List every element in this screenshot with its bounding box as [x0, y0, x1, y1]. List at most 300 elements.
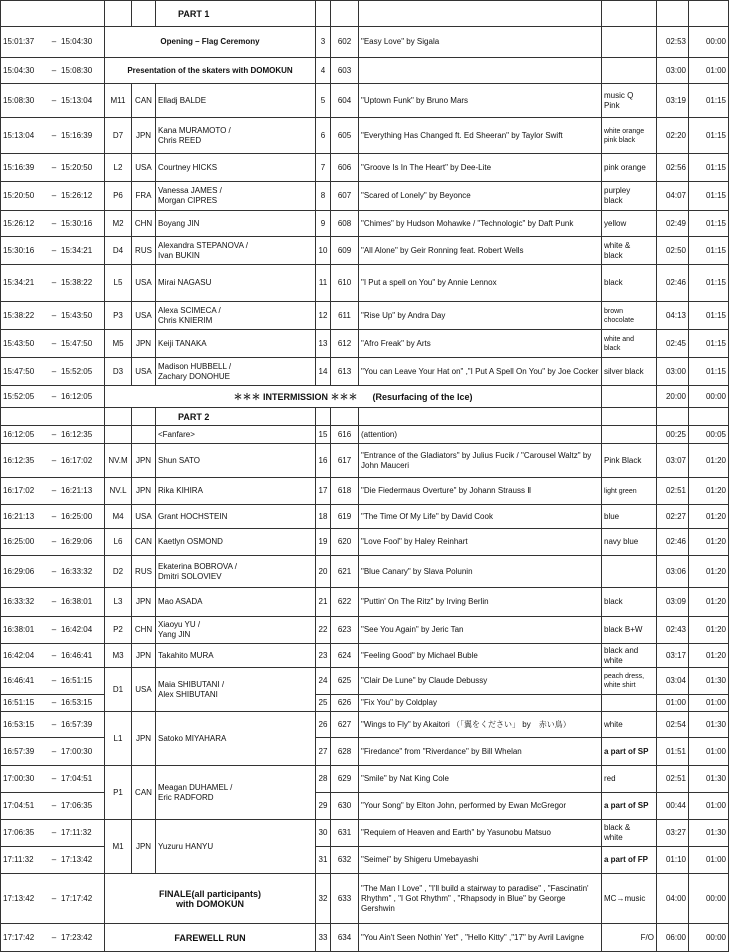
- empty-cell: [602, 1, 657, 27]
- nation-code: JPN: [132, 644, 156, 668]
- order-number: 24: [316, 668, 331, 695]
- dash: –: [51, 310, 57, 320]
- nation-code: CAN: [132, 766, 156, 820]
- dash: –: [51, 191, 57, 200]
- skater-code: P1: [105, 766, 132, 820]
- skater-code: L5: [105, 265, 132, 302]
- table-row: [1, 766, 729, 793]
- dash: –: [51, 698, 57, 707]
- order-number: 31: [316, 847, 331, 874]
- gap-time: 01:15: [689, 118, 729, 154]
- music-title: "Groove Is In The Heart" by Dee-Lite: [359, 154, 602, 182]
- costume-note: a part of SP: [602, 793, 657, 820]
- duration: 01:51: [657, 738, 689, 766]
- music-title: "Firedance" from "Riverdance" by Bill Whelan: [359, 738, 602, 766]
- skater-name: Grant HOCHSTEIN: [156, 505, 316, 529]
- table-row: [1, 924, 729, 952]
- farewell-label: FAREWELL RUN: [105, 924, 316, 952]
- costume-note: Pink Black: [602, 444, 657, 478]
- end-time: 17:11:32: [61, 828, 92, 837]
- time-range-cell: [1, 505, 105, 529]
- skater-name: Xiaoyu YU / Yang JIN: [156, 617, 316, 644]
- music-title: "Wings to Fly" by Akaitori （「翼をください」 by 赤い鳥）: [359, 712, 602, 738]
- order-number: 33: [316, 924, 331, 952]
- dash: –: [51, 676, 57, 685]
- nation-code: USA: [132, 505, 156, 529]
- dash: –: [51, 932, 57, 942]
- start-time: 16:25:00: [3, 537, 35, 546]
- order-number: 7: [316, 154, 331, 182]
- start-time: 15:01:37: [3, 37, 35, 46]
- end-time: 16:29:06: [61, 537, 93, 546]
- skater-name: Kana MURAMOTO / Chris REED: [156, 118, 316, 154]
- dash: –: [51, 650, 57, 660]
- start-time: 15:30:16: [3, 245, 35, 255]
- start-time: 16:12:35: [3, 455, 35, 465]
- music-title: "Afro Freak" by Arts: [359, 330, 602, 358]
- costume-note: [602, 426, 657, 444]
- order-number: 28: [316, 766, 331, 793]
- dash: –: [51, 338, 57, 348]
- skater-code: NV.L: [105, 478, 132, 505]
- duration: 02:51: [657, 478, 689, 505]
- skater-code: L1: [105, 712, 132, 766]
- skater-code: L6: [105, 529, 132, 556]
- costume-note: black: [602, 588, 657, 617]
- dash: –: [51, 429, 57, 439]
- order-number: 14: [316, 358, 331, 386]
- track-number: 613: [331, 358, 359, 386]
- start-time: 15:26:12: [3, 218, 35, 228]
- end-time: 16:42:04: [61, 625, 93, 634]
- music-title: "Fix You" by Coldplay: [359, 695, 602, 712]
- gap-time: 01:30: [689, 820, 729, 847]
- event-label: Presentation of the skaters with DOMOKUN: [105, 58, 316, 84]
- gap-time: 00:05: [689, 426, 729, 444]
- time-range-cell: [1, 182, 105, 211]
- start-time: 16:33:32: [3, 597, 35, 606]
- music-title: "All Alone" by Geir Ronning feat. Robert Wells: [359, 237, 602, 265]
- duration: 00:25: [657, 426, 689, 444]
- duration: 02:51: [657, 766, 689, 793]
- skater-name: Yuzuru HANYU: [156, 820, 316, 874]
- track-number: 622: [331, 588, 359, 617]
- track-number: 621: [331, 556, 359, 588]
- start-time: 17:17:42: [3, 932, 35, 942]
- end-time: 16:21:13: [61, 486, 93, 495]
- start-time: 17:06:35: [3, 828, 35, 837]
- duration: 03:09: [657, 588, 689, 617]
- skater-name: Rika KIHIRA: [156, 478, 316, 505]
- duration: 02:20: [657, 118, 689, 154]
- music-title: "I Put a spell on You" by Annie Lennox: [359, 265, 602, 302]
- order-number: 3: [316, 27, 331, 58]
- costume-note: pink orange: [602, 154, 657, 182]
- costume-note: white & black: [602, 237, 657, 265]
- skater-name: Maia SHIBUTANI / Alex SHIBUTANI: [156, 668, 316, 712]
- music-title: "Entrance of the Gladiators" by Julius Fucik / "Carousel Waltz" by John Mauceri: [359, 444, 602, 478]
- skater-name: Courtney HICKS: [156, 154, 316, 182]
- duration: 20:00: [657, 386, 689, 408]
- empty-cell: [689, 1, 729, 27]
- skater-code: M1: [105, 820, 132, 874]
- duration: 03:06: [657, 556, 689, 588]
- gap-time: 01:20: [689, 529, 729, 556]
- end-time: 15:13:04: [61, 95, 93, 105]
- start-time: 17:00:30: [3, 774, 35, 783]
- track-number: 634: [331, 924, 359, 952]
- table-row: [1, 330, 729, 358]
- start-time: 15:04:30: [3, 65, 35, 75]
- gap-time: 01:00: [689, 695, 729, 712]
- dash: –: [51, 218, 57, 228]
- skater-name: Shun SATO: [156, 444, 316, 478]
- skater-code: P2: [105, 617, 132, 644]
- start-time: 15:38:22: [3, 310, 35, 320]
- track-number: 617: [331, 444, 359, 478]
- order-number: 8: [316, 182, 331, 211]
- music-title: "Everything Has Changed ft. Ed Sheeran" by Taylor Swift: [359, 118, 602, 154]
- empty-cell: [359, 408, 602, 426]
- track-number: 627: [331, 712, 359, 738]
- end-time: 16:51:15: [61, 676, 93, 685]
- time-range-cell: [1, 237, 105, 265]
- start-time: 15:47:50: [3, 366, 35, 376]
- end-time: 15:30:16: [61, 218, 93, 228]
- gap-time: 01:20: [689, 478, 729, 505]
- nation-code: CAN: [132, 84, 156, 118]
- music-title: "Smile" by Nat King Cole: [359, 766, 602, 793]
- skater-code: D2: [105, 556, 132, 588]
- table-row: [1, 426, 729, 444]
- gap-time: 01:00: [689, 738, 729, 766]
- costume-note: brown chocolate: [602, 302, 657, 330]
- music-title: "Puttin' On The Ritz" by Irving Berlin: [359, 588, 602, 617]
- gap-time: 01:15: [689, 237, 729, 265]
- duration: 03:04: [657, 668, 689, 695]
- start-time: 16:21:13: [3, 511, 35, 521]
- music-title: "Seimei" by Shigeru Umebayashi: [359, 847, 602, 874]
- start-time: 15:34:21: [3, 278, 35, 287]
- music-title: "You can Leave Your Hat on" ,"I Put A Spell On You" by Joe Cocker: [359, 358, 602, 386]
- dash: –: [51, 828, 57, 837]
- start-time: 16:38:01: [3, 625, 35, 634]
- dash: –: [51, 801, 57, 810]
- table-row: [1, 588, 729, 617]
- nation-code: USA: [132, 358, 156, 386]
- table-row: [1, 182, 729, 211]
- skater-name: Alexandra STEPANOVA / Ivan BUKIN: [156, 237, 316, 265]
- order-number: 23: [316, 644, 331, 668]
- time-range-cell: [1, 358, 105, 386]
- duration: 01:10: [657, 847, 689, 874]
- skater-name: Mirai NAGASU: [156, 265, 316, 302]
- dash: –: [51, 455, 57, 465]
- track-number: 611: [331, 302, 359, 330]
- skater-code: NV.M: [105, 444, 132, 478]
- nation-code: CHN: [132, 617, 156, 644]
- order-number: 4: [316, 58, 331, 84]
- table-row: [1, 556, 729, 588]
- music-title: [359, 58, 602, 84]
- dash: –: [51, 278, 57, 287]
- costume-note: peach dress, white shirt: [602, 668, 657, 695]
- duration: 02:46: [657, 529, 689, 556]
- table-row: [1, 529, 729, 556]
- empty-cell: [331, 1, 359, 27]
- gap-time: 01:15: [689, 302, 729, 330]
- table-row: [1, 505, 729, 529]
- costume-note: [602, 58, 657, 84]
- part-title: PART 2: [156, 408, 316, 426]
- costume-note: yellow: [602, 211, 657, 237]
- skater-name: Elladj BALDE: [156, 84, 316, 118]
- track-number: 607: [331, 182, 359, 211]
- skater-name: Ekaterina BOBROVA / Dmitri SOLOVIEV: [156, 556, 316, 588]
- track-number: 628: [331, 738, 359, 766]
- nation-code: JPN: [132, 330, 156, 358]
- skater-name: Vanessa JAMES / Morgan CIPRES: [156, 182, 316, 211]
- table-row: [1, 211, 729, 237]
- table-row: [1, 712, 729, 738]
- end-time: 17:13:42: [61, 855, 93, 864]
- end-time: 15:43:50: [61, 310, 93, 320]
- start-time: 15:13:04: [3, 130, 35, 140]
- time-range-cell: [1, 668, 105, 695]
- empty-cell: [657, 408, 689, 426]
- end-time: 17:00:30: [61, 746, 93, 756]
- costume-note: F/O: [602, 924, 657, 952]
- nation-code: JPN: [132, 118, 156, 154]
- time-range-cell: [1, 118, 105, 154]
- gap-time: 00:00: [689, 874, 729, 924]
- costume-note: black & white: [602, 820, 657, 847]
- skater-code: M3: [105, 644, 132, 668]
- track-number: 608: [331, 211, 359, 237]
- time-range-cell: [1, 58, 105, 84]
- duration: 02:49: [657, 211, 689, 237]
- track-number: 604: [331, 84, 359, 118]
- gap-time: 00:00: [689, 924, 729, 952]
- costume-note: silver black: [602, 358, 657, 386]
- duration: 02:56: [657, 154, 689, 182]
- end-time: 16:12:05: [61, 391, 93, 401]
- skater-name: Boyang JIN: [156, 211, 316, 237]
- time-range-cell: [1, 265, 105, 302]
- dash: –: [51, 746, 57, 756]
- gap-time: 01:20: [689, 588, 729, 617]
- finale-label: FINALE(all participants) with DOMOKUN: [105, 874, 316, 924]
- start-time: 16:46:41: [3, 676, 35, 685]
- end-time: 16:25:00: [61, 511, 93, 521]
- end-time: 16:53:15: [61, 698, 93, 707]
- nation-code: RUS: [132, 556, 156, 588]
- end-time: 15:52:05: [61, 366, 93, 376]
- track-number: 630: [331, 793, 359, 820]
- dash: –: [51, 893, 57, 903]
- skater-code: M11: [105, 84, 132, 118]
- order-number: 17: [316, 478, 331, 505]
- order-number: 21: [316, 588, 331, 617]
- skater-name: Keiji TANAKA: [156, 330, 316, 358]
- gap-time: 01:20: [689, 617, 729, 644]
- track-number: 623: [331, 617, 359, 644]
- intermission-banner: [105, 386, 602, 408]
- intermission-label: ＊＊＊ INTERMISSION ＊＊＊: [233, 391, 358, 402]
- music-title: "See You Again" by Jeric Tan: [359, 617, 602, 644]
- start-time: 16:53:15: [3, 719, 35, 729]
- nation-code: CAN: [132, 529, 156, 556]
- track-number: 631: [331, 820, 359, 847]
- duration: 04:07: [657, 182, 689, 211]
- dash: –: [51, 625, 57, 634]
- end-time: 17:23:42: [61, 932, 93, 942]
- gap-time: 01:00: [689, 58, 729, 84]
- time-range-cell: [1, 154, 105, 182]
- table-row: [1, 84, 729, 118]
- end-time: 17:17:42: [61, 893, 93, 903]
- costume-note: black: [602, 265, 657, 302]
- costume-note: red: [602, 766, 657, 793]
- end-time: 16:38:01: [61, 597, 93, 606]
- start-time: 16:17:02: [3, 486, 35, 495]
- order-number: 9: [316, 211, 331, 237]
- start-time: 17:04:51: [3, 801, 35, 810]
- music-title: "The Man I Love" , "I'll build a stairway to paradise" , "Fascinatin' Rhythm" , "I Got Rhythm" , "Rhapsody in Blue" by George Gershwin: [359, 874, 602, 924]
- table-row: [1, 265, 729, 302]
- nation-code: USA: [132, 265, 156, 302]
- time-range-cell: [1, 211, 105, 237]
- event-label: Opening – Flag Ceremony: [105, 27, 316, 58]
- nation-code: FRA: [132, 182, 156, 211]
- track-number: 625: [331, 668, 359, 695]
- costume-note: black B+W: [602, 617, 657, 644]
- gap-time: 01:15: [689, 154, 729, 182]
- duration: 01:00: [657, 695, 689, 712]
- table-row: [1, 820, 729, 847]
- gap-time: 01:15: [689, 211, 729, 237]
- start-time: 16:57:39: [3, 746, 35, 756]
- table-row: [1, 154, 729, 182]
- gap-time: 01:20: [689, 505, 729, 529]
- gap-time: 01:20: [689, 556, 729, 588]
- costume-note: navy blue: [602, 529, 657, 556]
- music-title: (attention): [359, 426, 602, 444]
- nation-code: JPN: [132, 712, 156, 766]
- empty-cell: [132, 1, 156, 27]
- table-row: [1, 617, 729, 644]
- dash: –: [51, 130, 57, 140]
- music-title: "Your Song" by Elton John, performed by Ewan McGregor: [359, 793, 602, 820]
- gap-time: 01:20: [689, 644, 729, 668]
- time-range-cell: [1, 924, 105, 952]
- track-number: 610: [331, 265, 359, 302]
- track-number: 603: [331, 58, 359, 84]
- start-time: 15:20:50: [3, 191, 35, 200]
- dash: –: [51, 774, 57, 783]
- duration: 02:43: [657, 617, 689, 644]
- end-time: 15:34:21: [61, 245, 93, 255]
- start-time: 16:29:06: [3, 566, 35, 576]
- gap-time: 00:00: [689, 386, 729, 408]
- empty-cell: [657, 1, 689, 27]
- costume-note: white: [602, 712, 657, 738]
- table-row: [1, 386, 729, 408]
- start-time: 16:51:15: [3, 698, 35, 707]
- table-row: [1, 408, 729, 426]
- gap-time: 01:20: [689, 444, 729, 478]
- duration: 00:44: [657, 793, 689, 820]
- skater-code: L2: [105, 154, 132, 182]
- order-number: 32: [316, 874, 331, 924]
- music-title: "Easy Love" by Sigala: [359, 27, 602, 58]
- start-time: 17:11:32: [3, 855, 34, 864]
- dash: –: [51, 366, 57, 376]
- end-time: 15:16:39: [61, 130, 93, 140]
- dash: –: [51, 566, 57, 576]
- end-time: 16:12:35: [61, 429, 93, 439]
- order-number: 18: [316, 505, 331, 529]
- nation-code: CHN: [132, 211, 156, 237]
- track-number: 612: [331, 330, 359, 358]
- costume-note: a part of FP: [602, 847, 657, 874]
- order-number: 19: [316, 529, 331, 556]
- order-number: 27: [316, 738, 331, 766]
- track-number: 616: [331, 426, 359, 444]
- costume-note: white and black: [602, 330, 657, 358]
- duration: 03:07: [657, 444, 689, 478]
- skater-code: D1: [105, 668, 132, 712]
- nation-code: [132, 426, 156, 444]
- end-time: 16:33:32: [61, 566, 93, 576]
- nation-code: JPN: [132, 588, 156, 617]
- order-number: 10: [316, 237, 331, 265]
- empty-cell: [602, 386, 657, 408]
- table-row: [1, 27, 729, 58]
- nation-code: JPN: [132, 478, 156, 505]
- costume-note: a part of SP: [602, 738, 657, 766]
- table-row: [1, 118, 729, 154]
- gap-time: 01:30: [689, 712, 729, 738]
- duration: 03:00: [657, 358, 689, 386]
- duration: 02:54: [657, 712, 689, 738]
- skater-code: M4: [105, 505, 132, 529]
- end-time: 15:20:50: [61, 162, 93, 172]
- end-time: 17:06:35: [61, 801, 93, 810]
- skater-code: D4: [105, 237, 132, 265]
- dash: –: [51, 162, 57, 172]
- order-number: 11: [316, 265, 331, 302]
- costume-note: black and white: [602, 644, 657, 668]
- skater-code: D3: [105, 358, 132, 386]
- time-range-cell: [1, 738, 105, 766]
- costume-note: light green: [602, 478, 657, 505]
- end-time: 17:04:51: [61, 774, 93, 783]
- time-range-cell: [1, 617, 105, 644]
- gap-time: 00:00: [689, 27, 729, 58]
- nation-code: RUS: [132, 237, 156, 265]
- gap-time: 01:30: [689, 668, 729, 695]
- dash: –: [51, 486, 57, 495]
- duration: 02:50: [657, 237, 689, 265]
- track-number: 633: [331, 874, 359, 924]
- duration: 03:17: [657, 644, 689, 668]
- time-range-cell: [1, 644, 105, 668]
- music-title: "Requiem of Heaven and Earth" by Yasunobu Matsuo: [359, 820, 602, 847]
- music-title: "Love Fool" by Haley Reinhart: [359, 529, 602, 556]
- table-row: [1, 444, 729, 478]
- gap-time: 01:30: [689, 766, 729, 793]
